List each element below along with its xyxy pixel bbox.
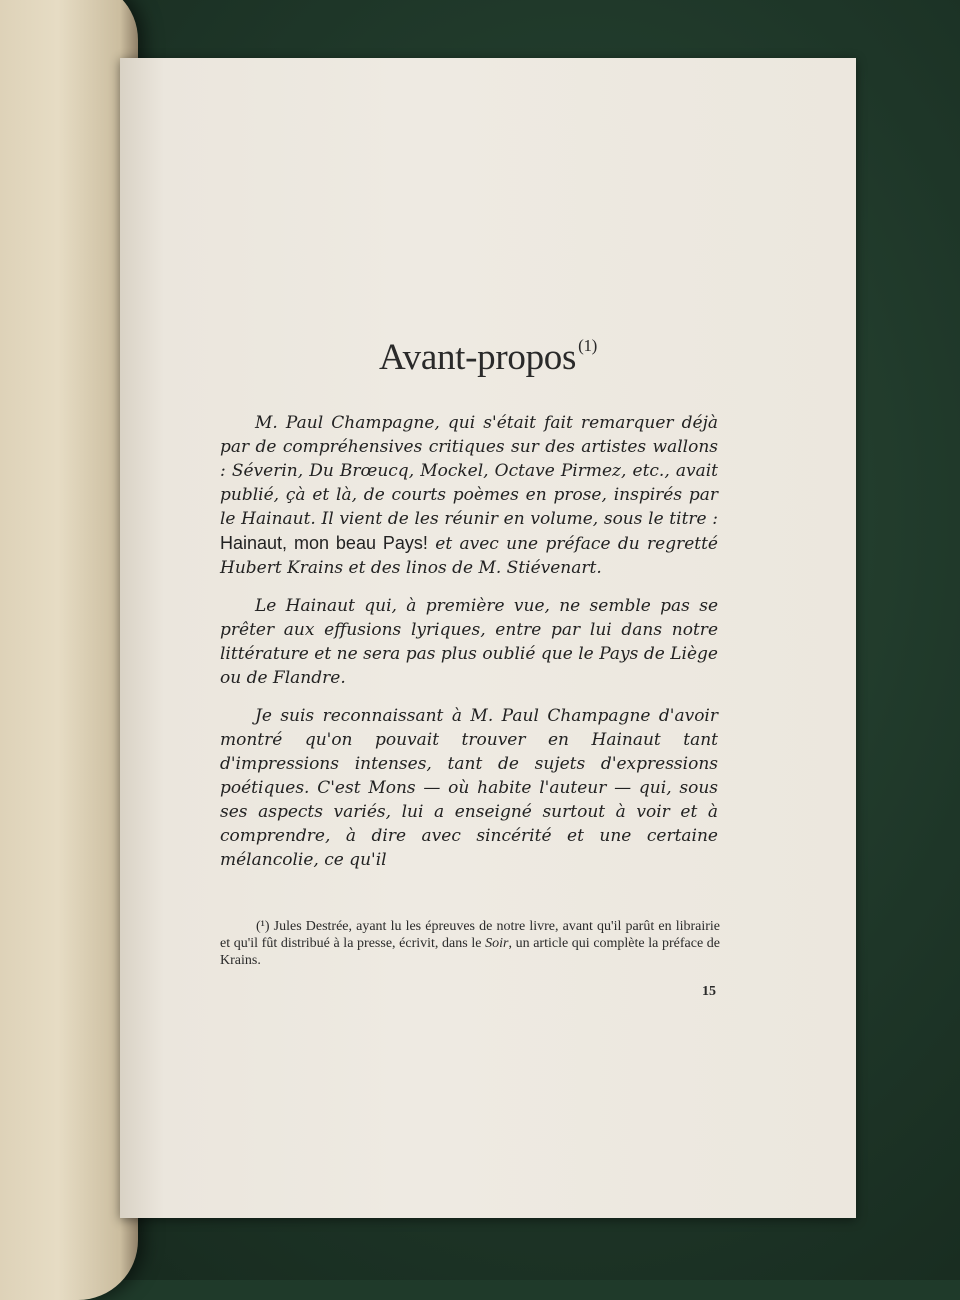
paragraph-1-before: M. Paul Champagne, qui s'était fait remarquer déjà par de compréhensives critiques sur des artistes wallons : Séverin, Du Brœucq, Mockel, Octave Pirmez, etc., avait publié, çà et là, de courts poèmes en prose, inspirés par le Hainaut. Il vient de les réunir en volume, sous le titre : xyxy=(220,413,718,529)
footnote-after: , un article qui complète la préface de Krains. xyxy=(220,936,721,968)
book-title-reference: Hainaut, mon beau Pays! xyxy=(220,533,428,553)
title-text: Avant-propos xyxy=(378,337,577,378)
page-number: 15 xyxy=(702,984,716,999)
body-text xyxy=(220,411,718,886)
facing-page-edge xyxy=(0,0,138,1300)
page-title xyxy=(120,336,856,379)
paragraph-3: Je suis reconnaissant à M. Paul Champagne d'avoir montré qu'on pouvait trouver en Hainaut tant d'impressions intenses, tant de sujets d'expressions poétiques. C'est Mons — où habite l'auteur — qui, sous ses aspects variés, lui a enseigné surtout à voir et à comprendre, à dire avec sincérité et une certaine mélancolie, ce qu'il xyxy=(220,706,718,870)
paragraph-1-after: et avec une préface du regretté Hubert Krains et des linos de M. Stiévenart. xyxy=(220,534,718,578)
footnote-before: (¹) Jules Destrée, ayant lu les épreuves de notre livre, avant qu'il parût en librairie et qu'il fût distribué à la presse, écrivit, dans le xyxy=(220,919,720,951)
title-footnote-mark: (1) xyxy=(578,336,598,355)
book-page xyxy=(120,58,856,1218)
footnote-newspaper: Soir xyxy=(485,936,509,951)
paragraph-1 xyxy=(220,411,718,580)
footnote xyxy=(220,918,720,969)
paragraph-2: Le Hainaut qui, à première vue, ne semble pas se prêter aux effusions lyriques, entre par lui dans notre littérature et ne sera pas plus oublié que le Pays de Liège ou de Flandre. xyxy=(220,596,718,688)
